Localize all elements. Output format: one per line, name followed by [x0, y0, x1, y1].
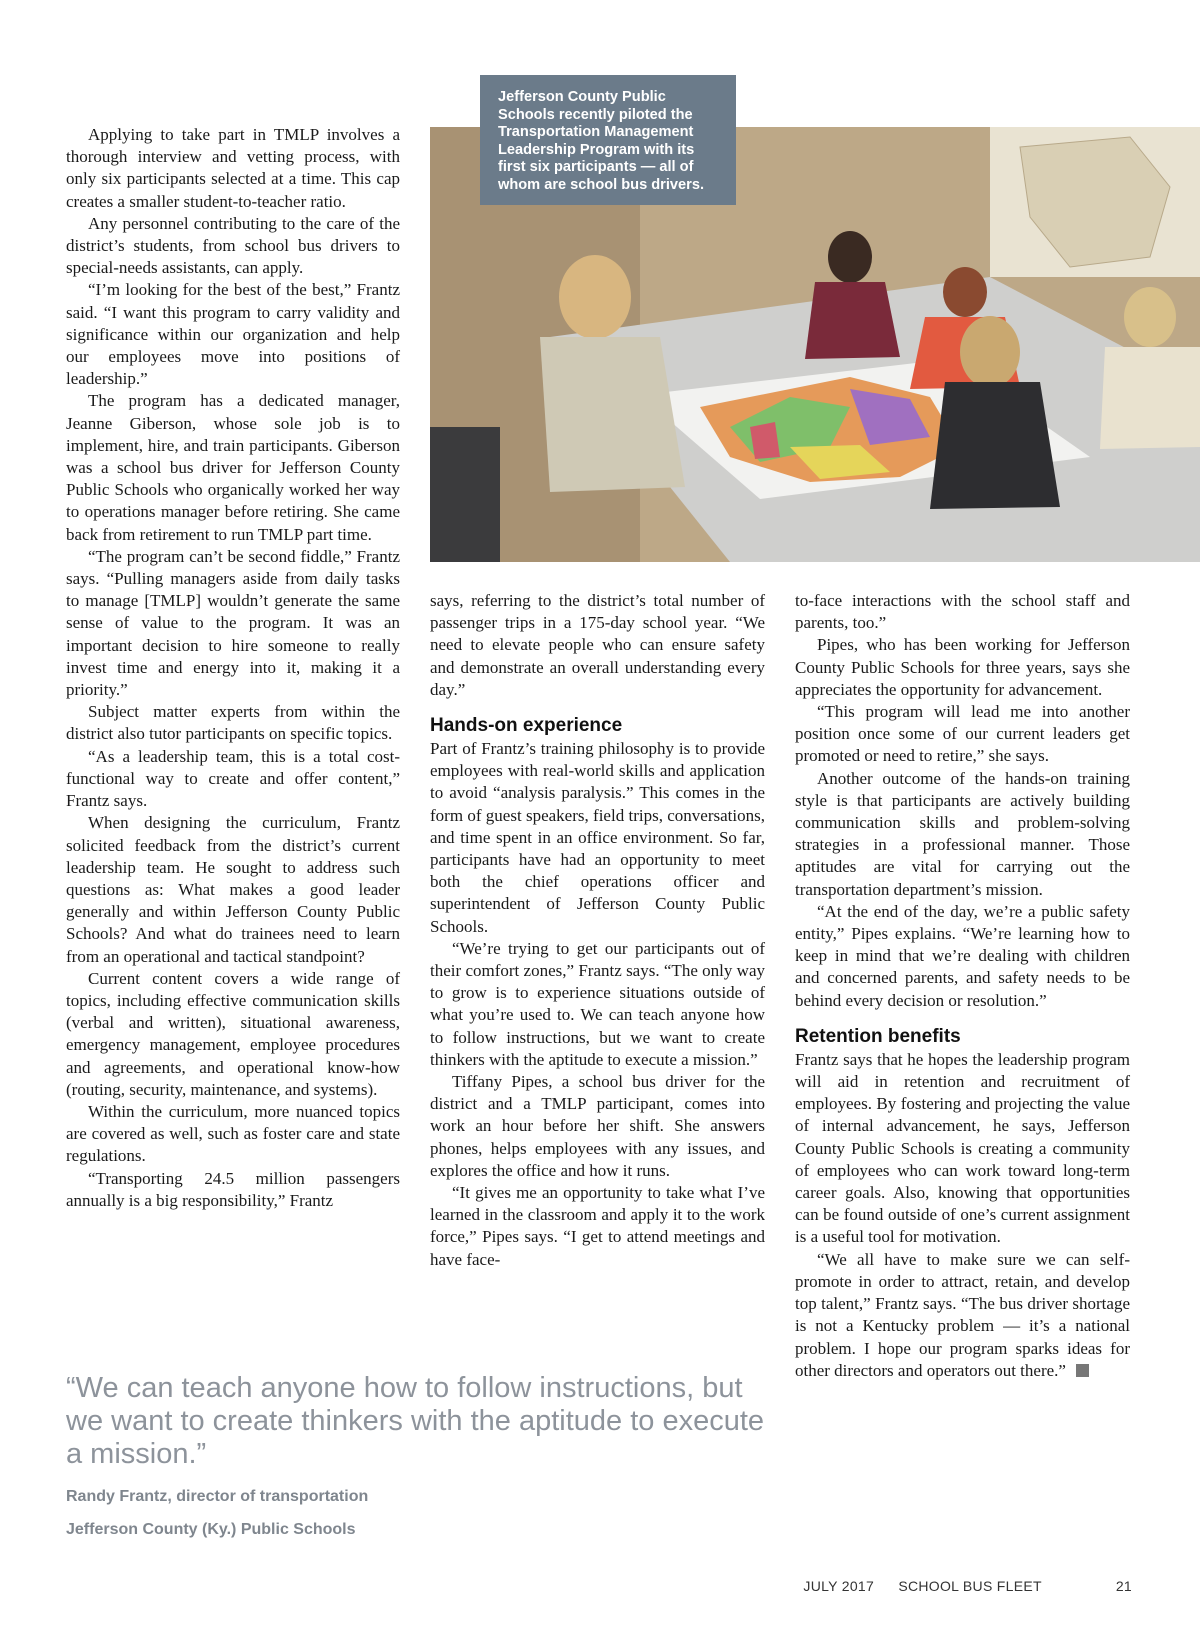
- paragraph: “As a leadership team, this is a total cost-functional way to create and offer content,” Frantz says.: [66, 746, 400, 811]
- paragraph: Tiffany Pipes, a school bus driver for the district and a TMLP participant, comes into work an hour before her shift. She answers phones, helps employees with any issues, and explores the office and how it runs.: [430, 1072, 765, 1180]
- article-column-2: [430, 590, 765, 1271]
- subhead-retention-benefits: Retention benefits: [795, 1025, 961, 1047]
- paragraph: “I’m looking for the best of the best,” Frantz said. “I want this program to carry validity and significance within our organization and help our employees move into positions of leadership.”: [66, 280, 400, 389]
- pull-quote-attribution: [66, 1480, 766, 1546]
- paragraph: Subject matter experts from within the district also tutor participants on specific topics.: [66, 702, 400, 744]
- paragraph-text: “We all have to make sure we can self-promote in order to attract, retain, and develop top talent,” Frantz says. “The bus driver shortage is not a Kentucky problem — it’s a national problem. I hope our program sparks ideas for other directors and operators out there.”: [795, 1249, 1130, 1380]
- paragraph: “At the end of the day, we’re a public safety entity,” Pipes explains. “We’re learning how to keep in mind that we’re dealing with children and concerned parents, and safety needs to be behind every decision or resolution.”: [795, 901, 1130, 1010]
- issue-date: JULY 2017: [803, 1578, 875, 1594]
- paragraph: Current content covers a wide range of topics, including effective communication skills (verbal and written), situational awareness, emergency management, employee procedures and agreements, and operational know-how (routing, security, maintenance, and systems).: [66, 968, 400, 1099]
- paragraph: When designing the curriculum, Frantz solicited feedback from the district’s current leadership team. He sought to address such questions as: What makes a good leader generally and within Jefferson County Public Schools? And what do trainees need to learn from an operational and tactical standpoint?: [66, 813, 400, 966]
- page-footer: [783, 1578, 1132, 1594]
- attribution-organization: Jefferson County (Ky.) Public Schools: [66, 1521, 356, 1538]
- page-number: 21: [1115, 1578, 1132, 1594]
- pull-quote: “We can teach anyone how to follow instructions, but we want to create thinkers with the aptitude to execute a mission.”: [66, 1372, 765, 1470]
- photo-caption: Jefferson County Public Schools recently piloted the Transportation Management Leadership Program with its first six participants — all of whom are school bus drivers.: [480, 75, 736, 205]
- attribution-name: Randy Frantz, director of transportation: [66, 1488, 369, 1505]
- article-column-3: [795, 590, 1130, 1382]
- paragraph: “Transporting 24.5 million passengers annually is a big responsibility,” Frantz: [66, 1168, 400, 1210]
- magazine-name: SCHOOL BUS FLEET: [898, 1578, 1042, 1594]
- paragraph: says, referring to the district’s total number of passenger trips in a 175-day school year. “We need to elevate people who can ensure safety and demonstrate an overall understanding every day.”: [430, 591, 765, 699]
- paragraph: The program has a dedicated manager, Jeanne Giberson, whose sole job is to implement, hire, and train participants. Giberson was a school bus driver for Jefferson County Public Schools who organically worked her way to operations manager before retiring. She came back from retirement to run TMLP part time.: [66, 391, 400, 544]
- paragraph: Frantz says that he hopes the leadership program will aid in retention and recruitment of employees. By fostering and projecting the value of internal advancement, he says, Jefferson County Public Schools is creating a community of employees who can work toward long-term career goals. Also, knowing that opportunities can be found outside of one’s current assignment is a useful tool for motivation.: [795, 1049, 1130, 1247]
- paragraph: Pipes, who has been working for Jefferson County Public Schools for three years, says she appreciates the opportunity for advancement.: [795, 635, 1130, 699]
- paragraph: “This program will lead me into another position once some of our current leaders get promoted or need to retire,” she says.: [795, 702, 1130, 766]
- paragraph: [795, 1249, 1130, 1382]
- paragraph: to-face interactions with the school staff and parents, too.”: [795, 591, 1130, 633]
- paragraph: “The program can’t be second fiddle,” Frantz says. “Pulling managers aside from daily tasks to manage [TMLP] wouldn’t generate the same sense of value to the program. It was an important decision to hire someone to really invest time and energy into it, making it a priority.”: [66, 546, 400, 700]
- article-column-1: [66, 124, 400, 1212]
- paragraph: Within the curriculum, more nuanced topics are covered as well, such as foster care and state regulations.: [66, 1101, 400, 1166]
- paragraph: Part of Frantz’s training philosophy is to provide employees with real-world skills and application to avoid “analysis paralysis.” This comes in the form of guest speakers, field trips, conversations, and time spent in an office environment. So far, participants have had an opportunity to meet both the chief operations officer and superintendent of Jefferson County Public Schools.: [430, 739, 765, 936]
- subhead-hands-on-experience: Hands-on experience: [430, 715, 623, 737]
- paragraph: “We’re trying to get our participants out of their comfort zones,” Frantz says. “The only way to grow is to experience situations outside of what you’re used to. We can teach anyone how to follow instructions, but we want to create thinkers with the aptitude to execute a mission.”: [430, 938, 765, 1069]
- paragraph: “It gives me an opportunity to take what I’ve learned in the classroom and apply it to the work force,” Pipes says. “I get to attend meetings and have face-: [430, 1183, 765, 1269]
- paragraph: Any personnel contributing to the care of the district’s students, from school bus drivers to special-needs assistants, can apply.: [66, 213, 400, 278]
- paragraph: Applying to take part in TMLP involves a thorough interview and vetting process, with only six participants selected at a time. This cap creates a smaller student-to-teacher ratio.: [66, 125, 400, 211]
- paragraph: Another outcome of the hands-on training style is that participants are actively building communication skills and problem-solving strategies in a professional manner. Those aptitudes are vital for carrying out the transportation department’s mission.: [795, 768, 1130, 899]
- end-of-article-mark: [1076, 1364, 1089, 1377]
